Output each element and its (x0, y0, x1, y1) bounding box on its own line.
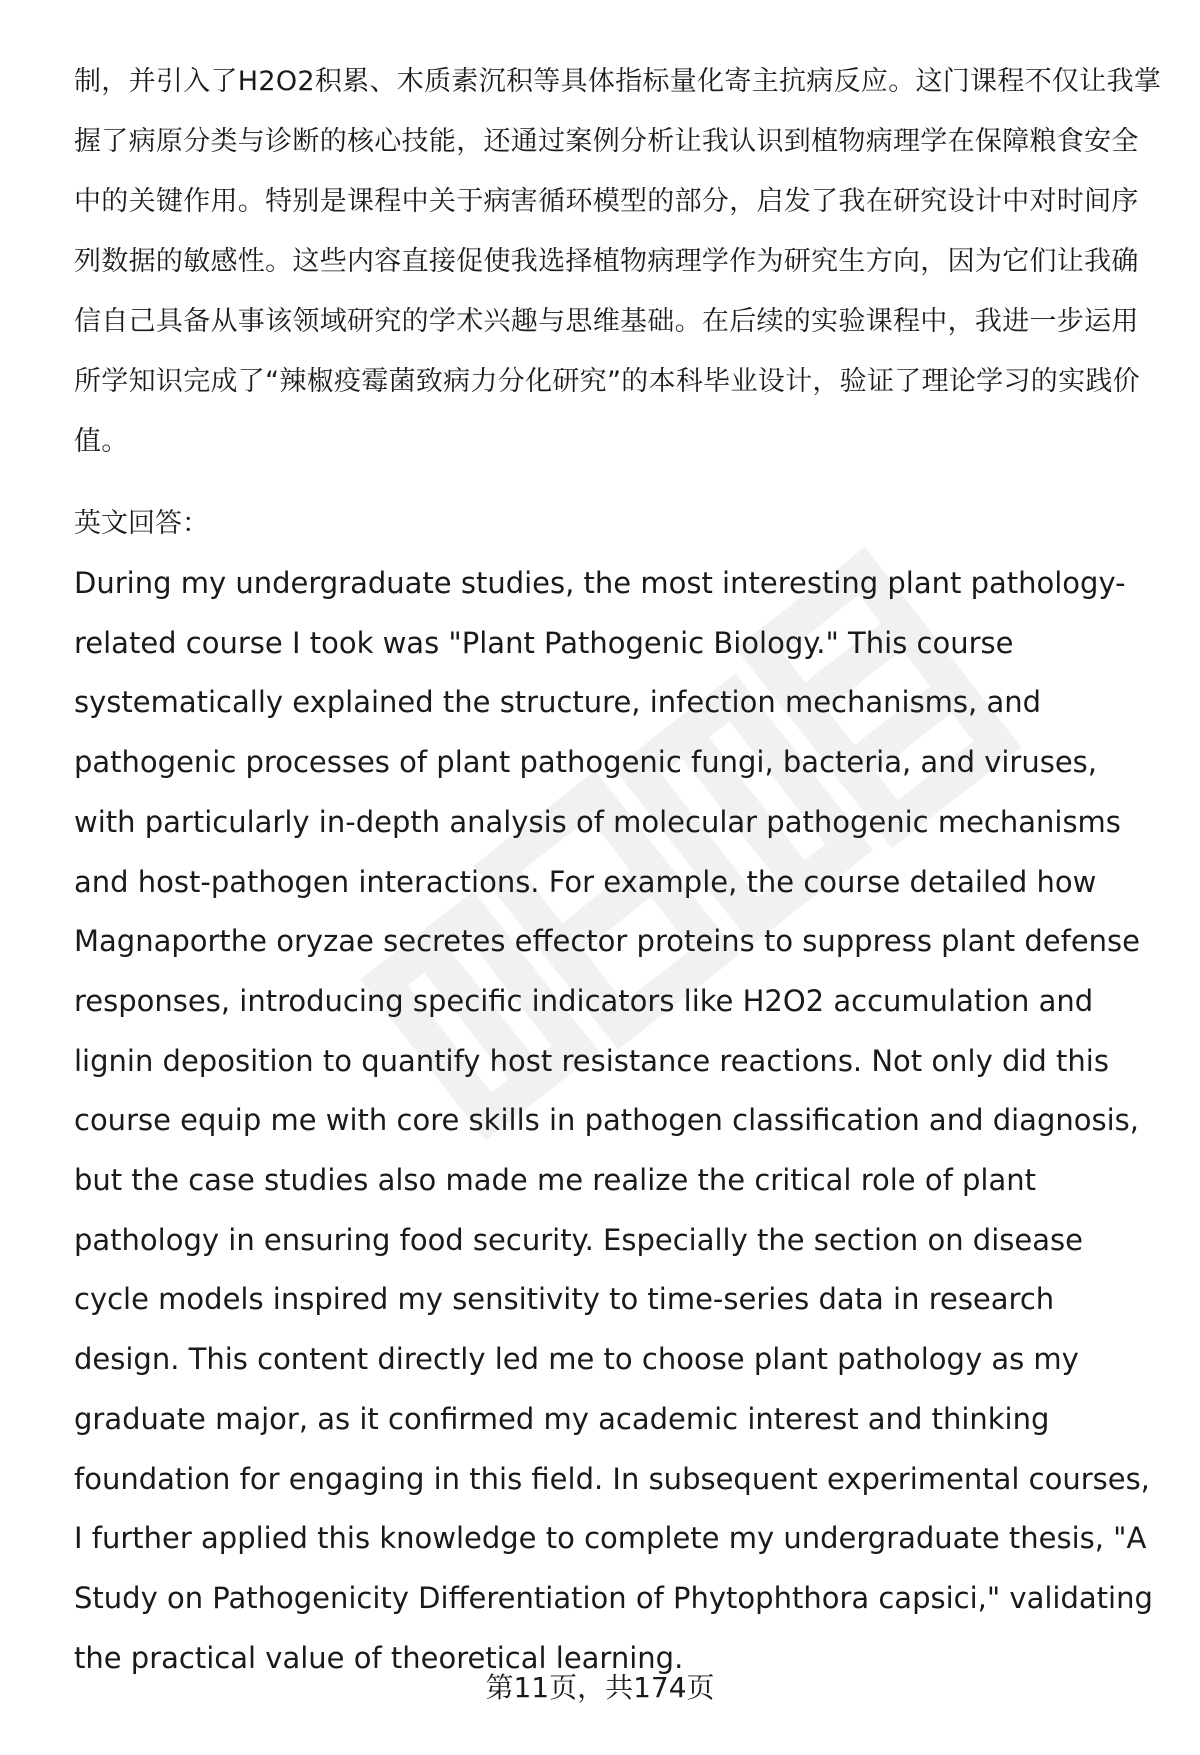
english-answer-label: 英文回答： (74, 508, 209, 539)
page-number-footer: 第11页，共174页 (485, 1671, 715, 1704)
english-answer-paragraph: During my undergraduate studies, the most interesting plant pathology-related course I took was "Plant Pathogenic Biology." This course systematically explained the structure, infection mechanisms, and pathogenic processes of plant pathogenic fungi, bacteria, and viruses, with particularly in-depth analysis of molecular pathogenic mechanisms and host-pathogen interactions. For example, the course detailed how Magnaporthe oryzae secretes effector proteins to suppress plant defense responses, introducing specific indicators like H2O2 accumulation and lignin deposition to quantify host resistance reactions. Not only did this course equip me with core skills in pathogen classification and diagnosis, but the case studies also made me realize the critical role of plant pathology in ensuring food security. Especially the section on disease cycle models inspired my sensitivity to time-series data in research design. This content directly led me to choose plant pathology as my graduate major, as it confirmed my academic interest and thinking foundation for engaging in this field. In subsequent experimental courses, I further applied this knowledge to complete my undergraduate thesis, "A Study on Pathogenicity Differentiation of Phytophthora capsici," validating the practical value of theoretical learning. (74, 566, 1153, 1675)
chinese-answer-paragraph: 制，并引入了H2O2积累、木质素沉积等具体指标量化寄主抗病反应。这门课程不仅让我掌握了病原分类与诊断的核心技能，还通过案例分析让我认识到植物病理学在保障粮食安全中的关键作用。特别是课程中关于病害循环模型的部分，启发了我在研究设计中对时间序列数据的敏感性。这些内容直接促使我选择植物病理学作为研究生方向，因为它们让我确信自己具备从事该领域研究的学术兴趣与思维基础。在后续的实验课程中，我进一步运用所学知识完成了“辣椒疫霉菌致病力分化研究”的本科毕业设计，验证了理论学习的实践价值。 (74, 66, 1162, 457)
content-area (74, 52, 1164, 1688)
